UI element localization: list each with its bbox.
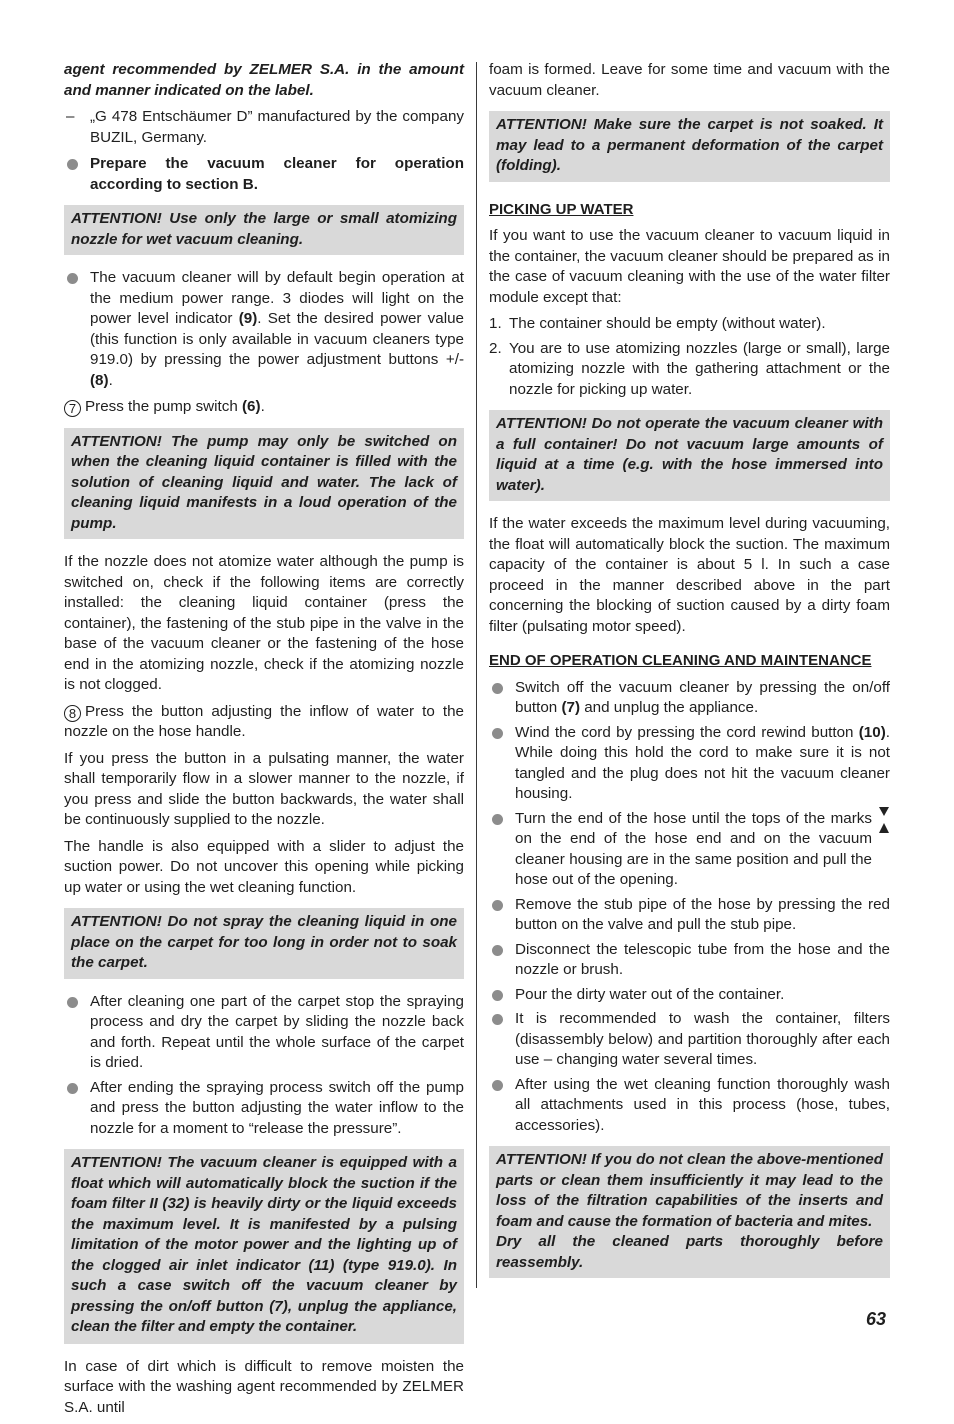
item-number: 2. [489,339,502,357]
step-7-text: Press the pump switch [85,398,242,415]
attention-box: ATTENTION! The pump may only be switched on when the cleaning liquid container is filled with the solution of cleaning liquid and water. The lack of cleaning liquid manifests in a loud operation of the pump. [64,428,464,540]
alignment-marks-icon [878,806,890,834]
attention-box: ATTENTION! Do not operate the vacuum cleaner with a full container! Do not vacuum large amounts of liquid at a time (e.g. with the hose immersed into water). [489,410,890,501]
step-8 [64,702,464,743]
step-number-icon: 7 [64,400,81,417]
paragraph: If you want to use the vacuum cleaner to vacuum liquid in the container, the vacuum cleaner should be prepared as in the case of vacuum cleaning with the use of the water filter module except that: [489,227,890,306]
bullet-power [64,268,464,391]
paragraph: If you press the button in a pulsating manner, the water shall temporarily flow in a slower manner to the nozzle, if you press and slide the button backwards, the water shall be continuously supplied to the nozzle. [64,749,464,828]
attention-box: ATTENTION! Do not spray the cleaning liquid in one place on the carpet for too long in order not to soak the carpet. [64,908,464,979]
bullet-icon [67,273,78,284]
step-8-text: Press the button adjusting the inflow of water to the nozzle on the hose handle. [64,702,464,740]
step-7-text: . [260,398,265,415]
bullet-text: Wind the cord by pressing the cord rewind button [515,723,859,741]
bullet-text: After using the wet cleaning function thoroughly wash all attachments used in this process (hose, tubes, accessories). [515,1075,890,1134]
page-number: 63 [866,1309,887,1329]
paragraph: If the nozzle does not atomize water although the pump is switched on, check if the following items are correctly installed: the cleaning liquid container (press the container), the fastening of the stub pipe in the valve in the base of the vacuum cleaner or the fastening of the hose end in the atomizing nozzle, check if the atomizing nozzle is not clogged. [64,553,464,693]
bullet-text: and unplug the appliance. [580,699,759,716]
paragraph: foam is formed. Leave for some time and vacuum with the vacuum cleaner. [489,61,890,99]
bullet-item [489,895,890,936]
bullet-icon [67,997,78,1008]
attention-text: Dry all the cleaned parts thoroughly before reassembly. [496,1233,883,1271]
step-7 [64,397,464,418]
item-number: 1. [489,315,502,332]
ref-number: (8) [90,371,109,389]
bullet-icon [492,945,503,956]
step-number-icon: 8 [64,705,81,722]
attention-box: ATTENTION! Use only the large or small atomizing nozzle for wet vacuum cleaning. [64,205,464,255]
bullet-icon [492,728,503,739]
bullet-icon [492,1014,503,1025]
bullet-prepare-text: Prepare the vacuum cleaner for operation according to section B. [90,155,464,193]
paragraph: If the water exceeds the maximum level during vacuuming, the float will automatically block the suction. The maximum capacity of the container is about 5 l. In such a case proceed in the manner described above in the part concerning the blocking of suction caused by a dirty foam filter (pulsating motor speed). [489,515,890,635]
bullet-text: After ending the spraying process switch off the pump and press the button adjusting the water inflow to the nozzle for a moment to “release the pressure”. [90,1078,464,1137]
bullet-item [64,992,464,1074]
left-column [64,60,464,1424]
ref-number: (9) [238,310,258,327]
bullet-text: Pour the dirty water out of the container. [515,985,785,1003]
numbered-item-text: The container should be empty (without water). [509,315,826,332]
ref-number: (7) [561,699,581,716]
bullet-item [489,940,890,981]
paragraph: The handle is also equipped with a slider to adjust the suction power. Do not uncover this opening while picking up water or using the wet cleaning function. [64,837,464,896]
bullet-item [489,1009,890,1071]
bullet-item [64,1078,464,1140]
numbered-item [489,314,890,335]
column-divider [476,62,477,1288]
bullet-prepare [64,154,464,195]
bullet-icon [492,683,503,694]
bullet-text: It is recommended to wash the container, filters (disassembly below) and partition thoroughly after each use – changing water several times. [515,1010,890,1068]
bullet-power-text: . [108,371,113,389]
bullet-text: Switch off the vacuum cleaner by pressing the on/off button [515,678,890,716]
right-column [489,60,890,1291]
dash-marker: – [66,108,75,125]
numbered-item-text: You are to use atomizing nozzles (large or small), large atomizing nozzle with the gathering attachment or the nozzle for picking up water. [509,339,890,398]
bullet-icon [492,1080,503,1091]
bullet-icon [492,900,503,911]
bullet-text: Turn the end of the hose until the tops of the marks on the end of the hose end and on the vacuum cleaner housing are in the same position and pull the hose out of the opening. [515,809,872,888]
bullet-text: . While doing this hold the cord to make sure it is not tangled and the plug does not hit the vacuum cleaner housing. [515,723,890,802]
section-heading: PICKING UP WATER [489,200,634,218]
intro-text: agent recommended by ZELMER S.A. in the amount and manner indicated on the label. [64,61,464,99]
bullet-power-text: . Set the desired power value (this function is only available in vacuum cleaners type 919.0) by pressing the power adjustment buttons +/- [90,310,464,368]
attention-text: ATTENTION! If you do not clean the above-mentioned parts or clean them insufficiently it may lead to the loss of the filtration capabilities of the inserts and foam and cause the formation of bacteria and mites. [496,1151,883,1230]
bullet-item [489,1075,890,1137]
bullet-text: Remove the stub pipe of the hose by pressing the red button on the valve and pull the stub pipe. [515,895,890,933]
attention-box [489,1146,890,1278]
bullet-text: Disconnect the telescopic tube from the hose and the nozzle or brush. [515,940,890,978]
numbered-item [489,339,890,401]
section-heading: END OF OPERATION CLEANING AND MAINTENANCE [489,652,872,669]
ref-number: (10) [858,723,886,741]
bullet-icon [67,159,78,170]
attention-box: ATTENTION! Make sure the carpet is not soaked. It may lead to a permanent deformation of the carpet (folding). [489,111,890,182]
bullet-icon [492,814,503,825]
bullet-item [489,723,890,805]
bullet-item [489,678,890,719]
attention-box: ATTENTION! The vacuum cleaner is equipped with a float which will automatically block the suction if the foam filter II (32) is heavily dirty or the liquid exceeds the maximum level. It is manifested by a pulsing limitation of the motor power and the lighting up of the clogged air inlet indicator (11) (type 919.0). In such a case switch off the vacuum cleaner by pressing the on/off button (7), unplug the appliance, clean the filter and empty the container. [64,1149,464,1344]
dash-item [64,107,464,148]
paragraph: In case of dirt which is difficult to remove moisten the surface with the washing agent recommended by ZELMER S.A. until [64,1357,464,1416]
dash-item-text: „G 478 Entschäumer D” manufactured by the company BUZIL, Germany. [90,108,464,146]
bullet-power-text: The vacuum cleaner will by default begin operation at the medium power range. 3 diodes will light on the power level indicator [90,269,464,327]
bullet-item [489,809,890,891]
bullet-item [489,985,890,1006]
bullet-icon [492,990,503,1001]
ref-number: (6) [242,398,261,415]
bullet-icon [67,1083,78,1094]
bullet-text: After cleaning one part of the carpet stop the spraying process and dry the carpet by sliding the nozzle back and forth. Repeat until the whole surface of the carpet is dried. [90,992,464,1071]
